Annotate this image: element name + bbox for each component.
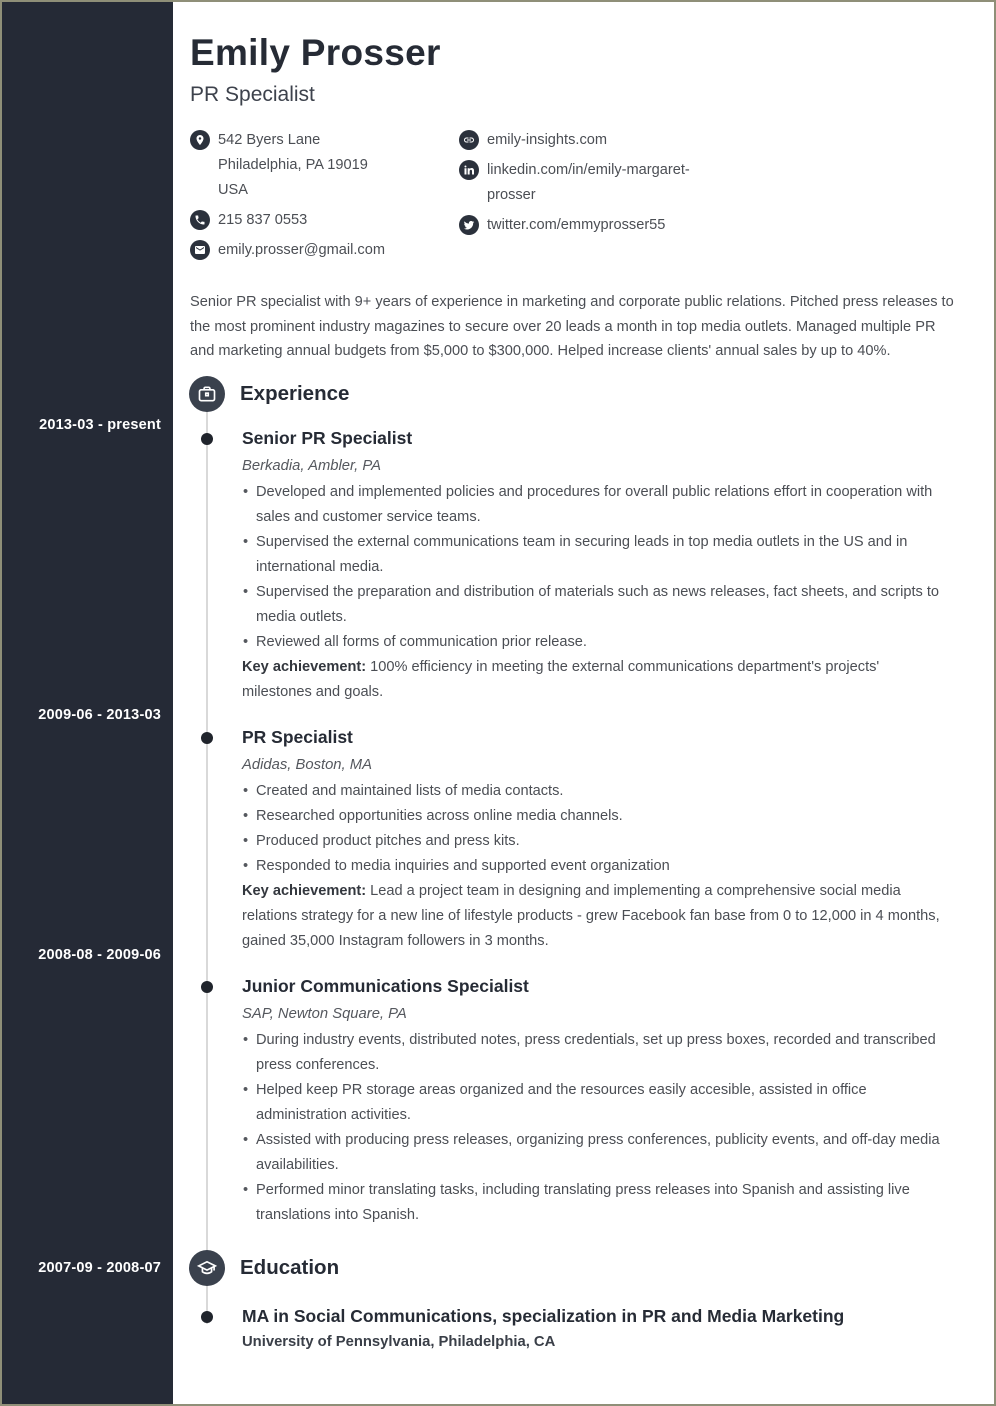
experience-section-header xyxy=(189,376,994,412)
degree-title: MA in Social Communications, specialization in PR and Media Marketing xyxy=(242,1305,845,1326)
experience-dates-3: 2008-08 - 2009-06 xyxy=(38,947,161,963)
address-line-1: 542 Byers Lane xyxy=(218,132,321,148)
job-title: PR Specialist xyxy=(242,726,353,747)
job-bullet: • Developed and implemented policies and procedures for overall public relations effort in cooperation with sales and customer service teams. xyxy=(242,480,952,530)
contact-column-left xyxy=(190,128,459,268)
key-achievement-label: Key achievement: xyxy=(242,658,367,675)
key-achievement xyxy=(242,655,952,705)
education-section-header xyxy=(189,1250,994,1286)
professional-summary: Senior PR specialist with 9+ years of experience in marketing and corporate public relations. Pitched press releases to the most prominent industry magazines to secure over 20 leads a month in top media outlets. Managed multiple PR and marketing annual budgets from $5,000 to $300,000. Helped increase clients' annual sales by up to 40%. xyxy=(190,294,954,360)
job-bullet: • Supervised the preparation and distribution of materials such as news releases, fact sheets, and scripts to media outlets. xyxy=(242,580,952,630)
contact-website xyxy=(459,128,739,153)
timeline-line xyxy=(206,382,208,1324)
timeline-dot xyxy=(201,732,213,744)
job-bullet: • Reviewed all forms of communication prior release. xyxy=(242,630,952,655)
job-company: Adidas, Boston, MA xyxy=(242,756,372,773)
job-bullet: • Assisted with producing press releases, organizing press conferences, publicity events, and off-day media availabilities. xyxy=(242,1128,952,1178)
job-title: Senior PR Specialist xyxy=(242,427,413,448)
address-text xyxy=(218,128,368,203)
twitter-text: twitter.com/emmyprosser55 xyxy=(487,217,666,233)
email-text: emily.prosser@gmail.com xyxy=(218,242,386,258)
key-achievement-label: Key achievement: xyxy=(242,882,367,899)
person-name: Emily Prosser xyxy=(190,32,441,73)
person-job-title: PR Specialist xyxy=(190,83,315,106)
job-bullet: • Supervised the external communications team in securing leads in top media outlets in the US and in international media. xyxy=(242,530,952,580)
website-text: emily-insights.com xyxy=(487,132,608,148)
experience-entry xyxy=(242,428,952,705)
key-achievement xyxy=(242,879,952,954)
main-content xyxy=(173,2,994,1404)
job-bullets xyxy=(242,480,952,655)
experience-dates-1: 2013-03 - present xyxy=(39,417,161,433)
timeline-dot xyxy=(201,981,213,993)
linkedin-icon xyxy=(459,160,479,180)
linkedin-text: linkedin.com/in/emily-margaret-prosser xyxy=(487,162,690,203)
contact-address xyxy=(190,128,459,203)
job-bullet: • Performed minor translating tasks, including translating press releases into Spanish and assisting live translations into Spanish. xyxy=(242,1178,952,1228)
envelope-icon xyxy=(190,240,210,260)
education-section-title: Education xyxy=(240,1255,340,1279)
job-bullet: • Created and maintained lists of media contacts. xyxy=(242,779,952,804)
contact-block xyxy=(190,128,955,268)
contact-phone xyxy=(190,208,459,233)
phone-text: 215 837 0553 xyxy=(218,212,308,228)
experience-entry xyxy=(242,976,952,1228)
phone-icon xyxy=(190,210,210,230)
contact-column-right xyxy=(459,128,739,268)
briefcase-icon xyxy=(189,376,225,412)
job-bullet: • During industry events, distributed notes, press credentials, set up press boxes, recorded and transcribed press conferences. xyxy=(242,1028,952,1078)
experience-dates-2: 2009-06 - 2013-03 xyxy=(38,707,161,723)
education-entry xyxy=(242,1306,952,1350)
job-bullets xyxy=(242,1028,952,1228)
job-bullets xyxy=(242,779,952,879)
job-title: Junior Communications Specialist xyxy=(242,975,529,996)
twitter-icon xyxy=(459,215,479,235)
education-dates-1: 2007-09 - 2008-07 xyxy=(38,1260,161,1276)
job-bullet: • Helped keep PR storage areas organized and the resources easily accesible, assisted in office administration activities. xyxy=(242,1078,952,1128)
job-bullet: • Responded to media inquiries and supported event organization xyxy=(242,854,952,879)
experience-entry xyxy=(242,727,952,954)
job-company: SAP, Newton Square, PA xyxy=(242,1005,407,1022)
job-bullet: • Researched opportunities across online media channels. xyxy=(242,804,952,829)
resume-header xyxy=(190,32,955,268)
experience-section-title: Experience xyxy=(240,381,350,405)
job-company: Berkadia, Ambler, PA xyxy=(242,457,381,474)
school-name: University of Pennsylvania, Philadelphia, CA xyxy=(242,1333,556,1350)
timeline-dot xyxy=(201,433,213,445)
graduation-cap-icon xyxy=(189,1250,225,1286)
contact-linkedin xyxy=(459,158,739,208)
timeline-dot xyxy=(201,1311,213,1323)
address-line-3: USA xyxy=(218,182,249,198)
contact-twitter xyxy=(459,213,739,238)
key-achievement-text: 100% efficiency in meeting the external communications department's projects' milestones and goals. xyxy=(242,658,880,700)
job-bullet: • Produced product pitches and press kits. xyxy=(242,829,952,854)
address-line-2: Philadelphia, PA 19019 xyxy=(218,157,368,173)
link-icon xyxy=(459,130,479,150)
location-pin-icon xyxy=(190,130,210,150)
contact-email xyxy=(190,238,459,263)
sidebar xyxy=(2,2,173,1404)
key-achievement-text: Lead a project team in designing and implementing a comprehensive social media relations strategy for a new line of lifestyle products - grew Facebook fan base from 0 to 12,000 in 4 months, gained 35,000 Instagram followers in 3 months. xyxy=(242,882,940,949)
